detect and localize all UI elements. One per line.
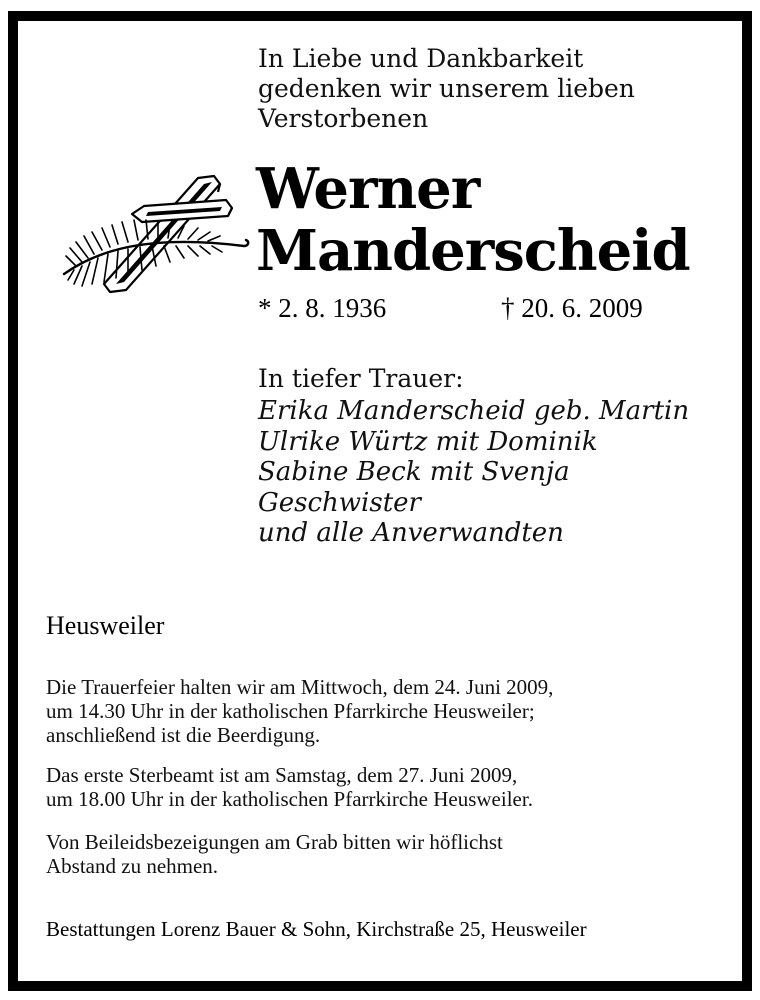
funeral-home-footer: Bestattungen Lorenz Bauer & Sohn, Kirchstraße 25, Heusweiler — [46, 917, 587, 941]
death-date: † 20. 6. 2009 — [501, 293, 643, 323]
paragraph-line: um 14.30 Uhr in der katholischen Pfarrkirche Heusweiler; — [46, 699, 535, 723]
paragraph-line: um 18.00 Uhr in der katholischen Pfarrkirche Heusweiler. — [46, 787, 533, 811]
mourner: Ulrike Würtz mit Dominik — [258, 426, 598, 457]
deceased-last-name: Manderscheid — [256, 218, 690, 284]
mourner: Sabine Beck mit Svenja — [258, 457, 570, 487]
place-name: Heusweiler — [46, 611, 165, 640]
mourners-list — [258, 396, 689, 549]
funeral-service-paragraph — [46, 675, 553, 747]
mourning-section — [258, 364, 689, 549]
birth-date: * 2. 8. 1936 — [258, 293, 387, 323]
mourner: Erika Manderscheid geb. Martin — [258, 396, 690, 426]
paragraph-line: Das erste Sterbeamt ist am Samstag, dem 27. Juni 2009, — [46, 763, 518, 787]
paragraph-line: Von Beileidsbezeigungen am Grab bitten wir höflichst — [46, 830, 503, 854]
paragraph-line: anschließend ist die Beerdigung. — [46, 723, 321, 747]
intro-text — [258, 44, 635, 134]
mourning-heading: In tiefer Trauer: — [258, 364, 464, 393]
mourner: Geschwister — [258, 487, 421, 518]
mourner: und alle Anverwandten — [258, 518, 564, 548]
deceased-first-name: Werner — [256, 156, 480, 222]
paragraph-line: Die Trauerfeier halten wir am Mittwoch, dem 24. Juni 2009, — [46, 675, 554, 699]
requiem-mass-paragraph — [46, 763, 533, 811]
condolence-paragraph — [46, 830, 503, 878]
intro-line: Verstorbenen — [258, 104, 429, 133]
paragraph-line: Abstand zu nehmen. — [46, 854, 219, 878]
deceased-name — [256, 158, 690, 282]
intro-line: In Liebe und Dankbarkeit — [258, 44, 584, 73]
intro-line: gedenken wir unserem lieben — [258, 74, 635, 103]
cross-with-palm-branch-icon — [58, 170, 254, 298]
